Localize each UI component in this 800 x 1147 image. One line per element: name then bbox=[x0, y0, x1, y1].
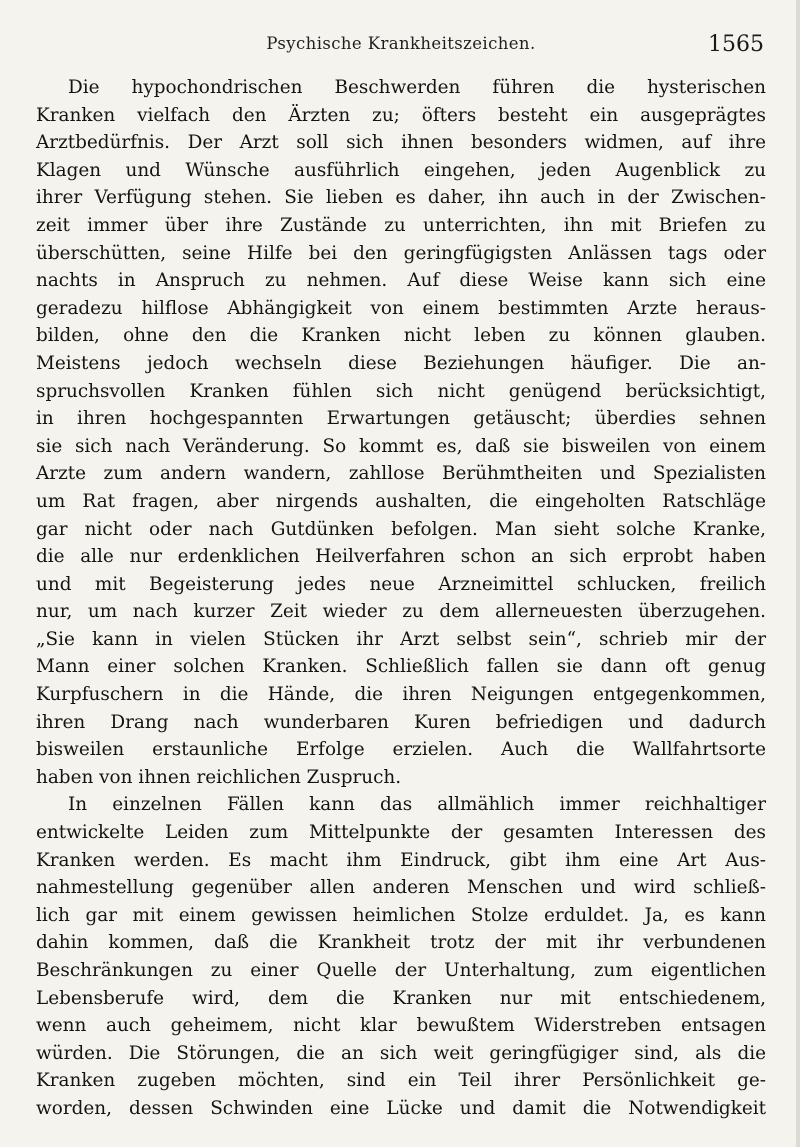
text-line: spruchsvollen Kranken fühlen sich nicht genügend berücksichtigt, bbox=[36, 380, 766, 402]
text-line: überschütten, seine Hilfe bei den geringfügigsten Anlässen tags oder bbox=[36, 242, 766, 264]
text-line: würden. Die Störungen, die an sich weit geringfügiger sind, als die bbox=[36, 1042, 766, 1064]
text-line: nahmestellung gegenüber allen anderen Menschen und wird schließ- bbox=[36, 877, 766, 899]
text-line: Die hypochondrischen Beschwerden führen die hysterischen bbox=[68, 77, 766, 98]
text-line: Arzte zum andern wandern, zahllose Berühmtheiten und Spezialisten bbox=[36, 463, 766, 485]
text-line: Kranken vielfach den Ärzten zu; öfters besteht ein ausgeprägtes bbox=[36, 104, 766, 126]
body-text bbox=[36, 74, 766, 1123]
text-line: nur, um nach kurzer Zeit wieder zu dem allerneuesten überzugehen. bbox=[36, 601, 766, 623]
text-line: bisweilen erstaunliche Erfolge erzielen. Auch die Wallfahrtsorte bbox=[36, 739, 766, 761]
text-line: die alle nur erdenklichen Heilverfahren schon an sich erprobt haben bbox=[36, 546, 766, 568]
text-line: gar nicht oder nach Gutdünken befolgen. Man sieht solche Kranke, bbox=[36, 518, 766, 540]
text-line: „Sie kann in vielen Stücken ihr Arzt selbst sein“, schrieb mir der bbox=[36, 628, 766, 650]
text-line: haben von ihnen reichlichen Zuspruch. bbox=[36, 766, 402, 788]
text-line: Mann einer solchen Kranken. Schließlich fallen sie dann oft genug bbox=[36, 656, 766, 678]
text-line: Meistens jedoch wechseln diese Beziehungen häufiger. Die an- bbox=[36, 352, 766, 374]
text-line: nachts in Anspruch zu nehmen. Auf diese Weise kann sich eine bbox=[36, 270, 766, 292]
page-header bbox=[36, 26, 766, 62]
text-line: worden, dessen Schwinden eine Lücke und damit die Notwendigkeit bbox=[36, 1097, 766, 1119]
text-line: zeit immer über ihre Zustände zu unterrichten, ihn mit Briefen zu bbox=[36, 214, 766, 236]
page-number: 1565 bbox=[708, 32, 764, 57]
text-line: Kranken werden. Es macht ihm Eindruck, gibt ihm eine Art Aus- bbox=[36, 849, 766, 871]
running-title: Psychische Krankheitszeichen. bbox=[266, 34, 536, 53]
text-line: und mit Begeisterung jedes neue Arzneimittel schlucken, freilich bbox=[36, 573, 766, 595]
text-line: Arztbedürfnis. Der Arzt soll sich ihnen besonders widmen, auf ihre bbox=[36, 132, 766, 154]
paragraph bbox=[36, 791, 766, 1122]
text-line: Kurpfuschern in die Hände, die ihren Neigungen entgegenkommen, bbox=[36, 684, 766, 706]
text-line: um Rat fragen, aber nirgends aushalten, die eingeholten Ratschläge bbox=[36, 490, 766, 512]
text-line: In einzelnen Fällen kann das allmählich immer reichhaltiger bbox=[68, 794, 766, 816]
text-line: bilden, ohne den die Kranken nicht leben zu können glauben. bbox=[36, 325, 766, 347]
text-line: lich gar mit einem gewissen heimlichen Stolze erduldet. Ja, es kann bbox=[36, 904, 766, 926]
text-line: Klagen und Wünsche ausführlich eingehen, jeden Augenblick zu bbox=[36, 159, 766, 181]
text-line: Lebensberufe wird, dem die Kranken nur mit entschiedenem, bbox=[36, 987, 766, 1009]
text-line: Beschränkungen zu einer Quelle der Unterhaltung, zum eigentlichen bbox=[36, 960, 766, 981]
text-line: Kranken zugeben möchten, sind ein Teil ihrer Persönlichkeit ge- bbox=[36, 1070, 766, 1092]
text-line: in ihren hochgespannten Erwartungen getäuscht; überdies sehnen bbox=[36, 408, 766, 430]
text-line: entwickelte Leiden zum Mittelpunkte der gesamten Interessen des bbox=[36, 822, 766, 844]
text-line: geradezu hilflose Abhängigkeit von einem bestimmten Arzte heraus- bbox=[36, 297, 766, 319]
text-line: wenn auch geheimem, nicht klar bewußtem Widerstreben entsagen bbox=[36, 1015, 766, 1037]
text-line: ihrer Verfügung stehen. Sie lieben es daher, ihn auch in der Zwischen- bbox=[36, 187, 766, 209]
text-line: sie sich nach Veränderung. So kommt es, daß sie bisweilen von einem bbox=[36, 435, 766, 457]
text-line: ihren Drang nach wunderbaren Kuren befriedigen und dadurch bbox=[36, 711, 766, 733]
paragraph bbox=[36, 74, 766, 791]
text-line: dahin kommen, daß die Krankheit trotz der mit ihr verbundenen bbox=[36, 932, 766, 954]
